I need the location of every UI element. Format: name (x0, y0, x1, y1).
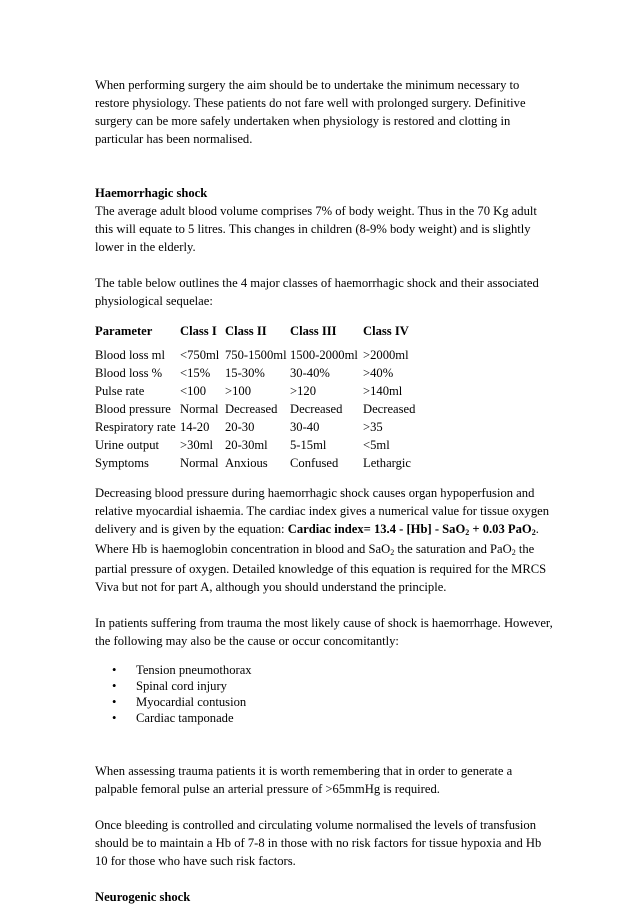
cardiac-text-1: Decreasing blood pressure during haemorrhagic shock causes organ hypoperfusion and relative myocardial ishaemia. The cardiac index gives a numerical value for tissue oxygen delivery and is given by the equation: (95, 486, 550, 536)
table-cell: Lethargic (363, 456, 412, 470)
table-row (95, 436, 443, 454)
table-cell: Normal (180, 456, 219, 470)
table-intro-paragraph: The table below outlines the 4 major classes of haemorrhagic shock and their associated physiological sequelae: (95, 276, 539, 308)
equation-part-2: + 0.03 PaO (469, 522, 532, 536)
list-item (112, 678, 555, 694)
table-cell: >140ml (363, 384, 403, 398)
table-cell: >100 (225, 384, 251, 398)
bullet-icon: • (112, 711, 117, 725)
bullet-icon: • (112, 679, 117, 693)
list-item-label: Myocardial contusion (136, 695, 247, 709)
table-cell: 20-30 (225, 420, 255, 434)
neurogenic-heading: Neurogenic shock (95, 890, 191, 904)
table-header-cell: Class II (225, 324, 267, 338)
table-cell: Normal (180, 402, 219, 416)
cardiac-text-3: the saturation and PaO (394, 542, 512, 556)
cardiac-index-paragraph (95, 484, 555, 596)
table-cell: 30-40 (290, 420, 320, 434)
table-header-cell: Class I (180, 324, 217, 338)
table-row (95, 364, 443, 382)
shock-causes-list (95, 662, 555, 726)
table-row (95, 382, 443, 400)
table-cell: Anxious (225, 456, 268, 470)
table-cell: Confused (290, 456, 339, 470)
list-item (112, 694, 555, 710)
list-item-label: Tension pneumothorax (136, 663, 252, 677)
table-header-cell: Class III (290, 324, 337, 338)
femoral-pulse-paragraph: When assessing trauma patients it is worth remembering that in order to generate a palpable femoral pulse an arterial pressure of >65mmHg is required. (95, 764, 513, 796)
text-subscript: 2 (511, 548, 516, 557)
equation-part-1: Cardiac index= 13.4 - [Hb] - SaO (287, 522, 466, 536)
bullet-icon: • (112, 663, 117, 677)
table-cell: <15% (180, 366, 211, 380)
table-cell: <750ml (180, 348, 220, 362)
table-cell: Pulse rate (95, 384, 145, 398)
table-cell: 750-1500ml (225, 348, 287, 362)
table-cell: 1500-2000ml (290, 348, 358, 362)
table-cell: Urine output (95, 438, 160, 452)
table-header-row (95, 322, 443, 346)
table-cell: 14-20 (180, 420, 210, 434)
table-row (95, 418, 443, 436)
haemorrhagic-heading: Haemorrhagic shock (95, 186, 208, 200)
trauma-paragraph: In patients suffering from trauma the most likely cause of shock is haemorrhage. However, the following may also be the cause or occur concomitantly: (95, 616, 553, 648)
table-cell: 20-30ml (225, 438, 268, 452)
table-cell: Decreased (290, 402, 343, 416)
table-cell: <100 (180, 384, 206, 398)
table-cell: Decreased (363, 402, 416, 416)
table-cell: >2000ml (363, 348, 409, 362)
table-cell: Respiratory rate (95, 420, 176, 434)
table-header-cell: Parameter (95, 324, 153, 338)
table-cell: >40% (363, 366, 394, 380)
table-cell: >30ml (180, 438, 213, 452)
table-cell: Blood pressure (95, 402, 171, 416)
text-subscript: 2 (390, 548, 395, 557)
list-item (112, 710, 555, 726)
table-row (95, 400, 443, 418)
table-cell: Decreased (225, 402, 278, 416)
transfusion-paragraph: Once bleeding is controlled and circulating volume normalised the levels of transfusion should be to maintain a Hb of 7-8 in those with no risk factors for tissue hypoxia and Hb 10 for those who have such risk factors. (95, 818, 542, 868)
table-cell: Symptoms (95, 456, 149, 470)
table-cell: 5-15ml (290, 438, 327, 452)
table-cell: Blood loss ml (95, 348, 165, 362)
list-item (112, 662, 555, 678)
blood-volume-paragraph: The average adult blood volume comprises 7% of body weight. Thus in the 70 Kg adult this will equate to 5 litres. This changes in children (8-9% body weight) and is slightly lower in the elderly. (95, 204, 537, 254)
cardiac-text-2: . Where Hb is haemoglobin concentration in blood and SaO (95, 522, 539, 556)
table-cell: >35 (363, 420, 383, 434)
table-row (95, 454, 443, 472)
bullet-icon: • (112, 695, 117, 709)
equation-subscript: 2 (531, 528, 536, 537)
list-item-label: Cardiac tamponade (136, 711, 234, 725)
table-cell: >120 (290, 384, 316, 398)
table-cell: 15-30% (225, 366, 265, 380)
table-row (95, 346, 443, 364)
cardiac-text-4: the partial pressure of oxygen. Detailed knowledge of this equation is required for the MRCS Viva but not for part A, although you should understand the principle. (95, 542, 547, 594)
table-cell: 30-40% (290, 366, 330, 380)
document-page (95, 76, 555, 906)
cardiac-equation (288, 522, 536, 536)
shock-classes-table (95, 322, 443, 472)
table-header-cell: Class IV (363, 324, 409, 338)
intro-paragraph: When performing surgery the aim should be to undertake the minimum necessary to restore physiology. These patients do not fare well with prolonged surgery. Definitive surgery can be more safely undertaken when physiology is restored and clotting in particular has been normalised. (95, 78, 526, 146)
table-cell: <5ml (363, 438, 390, 452)
haemorrhagic-section (95, 184, 555, 310)
list-item-label: Spinal cord injury (136, 679, 227, 693)
table-cell: Blood loss % (95, 366, 163, 380)
equation-subscript: 2 (465, 528, 470, 537)
